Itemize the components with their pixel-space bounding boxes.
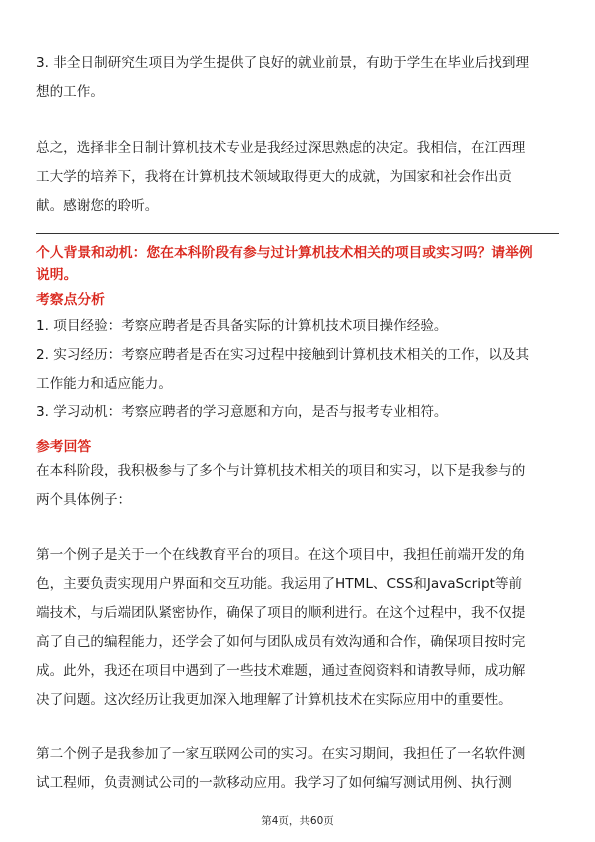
text-line: 1. 项目经验：考察应聘者是否具备实际的计算机技术项目操作经验。 <box>36 318 448 334</box>
text-line: 试工程师，负责测试公司的一款移动应用。我学习了如何编写测试用例、执行测 <box>36 775 512 791</box>
conclusion-paragraph <box>36 134 564 221</box>
text-line: 2. 实习经历：考察应聘者是否在实习过程中接触到计算机技术相关的工作，以及其 <box>36 347 530 363</box>
answer-heading: 参考回答 <box>36 439 92 455</box>
text-line: 说明。 <box>36 267 78 283</box>
text-line: 端技术，与后端团队紧密协作，确保了项目的顺利进行。在这个过程中，我不仅提 <box>36 605 526 621</box>
text-line: 决了问题。这次经历让我更加深入地理解了计算机技术在实际应用中的重要性。 <box>36 692 512 708</box>
text-line: 第一个例子是关于一个在线教育平台的项目。在这个项目中，我担任前端开发的角 <box>36 547 526 563</box>
text-line: 3. 非全日制研究生项目为学生提供了良好的就业前景，有助于学生在毕业后找到理 <box>36 55 530 71</box>
question-text <box>36 242 564 286</box>
text-line: 色，主要负责实现用户界面和交互功能。我运用了HTML、CSS和JavaScript等前 <box>36 576 523 592</box>
text-line: 献。感谢您的聆听。 <box>36 198 159 214</box>
text-line: 第二个例子是我参加了一家互联网公司的实习。在实习期间，我担任了一名软件测 <box>36 746 526 762</box>
intro-item-3 <box>36 49 564 107</box>
answer-paragraph-1 <box>36 457 564 515</box>
text-line: 想的工作。 <box>36 84 104 100</box>
text-line: 3. 学习动机：考察应聘者的学习意愿和方向，是否与报考专业相符。 <box>36 404 448 420</box>
text-line: 工作能力和适应能力。 <box>36 376 172 392</box>
text-line: 总之，选择非全日制计算机技术专业是我经过深思熟虑的决定。我相信，在江西理 <box>36 140 526 156</box>
text-line: 成。此外，我还在项目中遇到了一些技术难题，通过查阅资料和请教导师，成功解 <box>36 663 526 679</box>
text-line: 高了自己的编程能力，还学会了如何与团队成员有效沟通和合作，确保项目按时完 <box>36 634 526 650</box>
analysis-heading: 考察点分析 <box>36 292 105 308</box>
text-line: 工大学的培养下，我将在计算机技术领域取得更大的成就，为国家和社会作出贡 <box>36 169 512 185</box>
section-divider <box>36 233 559 234</box>
analysis-item-3 <box>36 398 564 427</box>
page-number: 第4页，共60页 <box>261 815 334 827</box>
text-line: 个人背景和动机：您在本科阶段有参与过计算机技术相关的项目或实习吗？请举例 <box>36 245 533 261</box>
answer-paragraph-2 <box>36 541 564 715</box>
text-line: 两个具体例子： <box>36 492 132 508</box>
answer-paragraph-3 <box>36 740 564 798</box>
text-line: 在本科阶段，我积极参与了多个与计算机技术相关的项目和实习，以下是我参与的 <box>36 463 526 479</box>
analysis-item-1 <box>36 312 564 341</box>
analysis-item-2 <box>36 341 564 399</box>
